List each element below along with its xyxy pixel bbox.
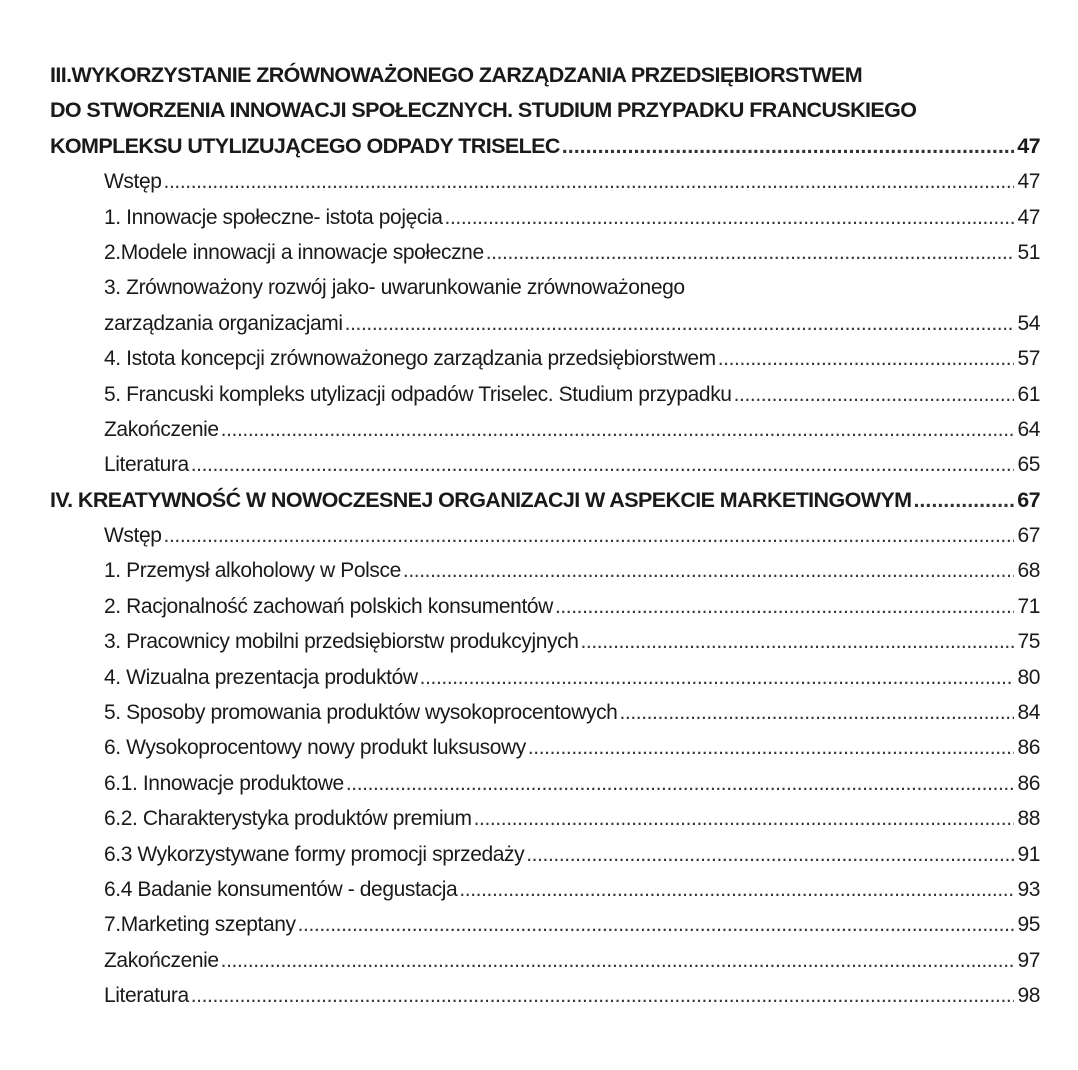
toc-leader-dots bbox=[459, 872, 1014, 907]
toc-page-number: 54 bbox=[1017, 311, 1040, 335]
toc-leader-dots bbox=[718, 341, 1014, 376]
toc-leader-dots bbox=[562, 129, 1014, 164]
toc-chapter-title: IV. KREATYWNOŚĆ W NOWOCZESNEJ ORGANIZACJI W ASPEKCIE MARKETINGOWYM bbox=[50, 487, 912, 512]
toc-page-number: 91 bbox=[1017, 842, 1040, 866]
toc-page-number: 93 bbox=[1017, 877, 1040, 901]
toc-entry-title: Literatura bbox=[104, 984, 189, 1008]
toc-leader-dots bbox=[345, 306, 1014, 341]
toc-entry-title: 7.Marketing szeptany bbox=[104, 913, 296, 937]
toc-entry-title: 6.4 Badanie konsumentów - degustacja bbox=[104, 877, 458, 901]
toc-page-number: 47 bbox=[1017, 205, 1040, 229]
toc-leader-dots bbox=[580, 624, 1014, 659]
toc-chapter-line bbox=[50, 483, 1040, 518]
toc-leader-dots bbox=[420, 660, 1014, 695]
toc-entry-line bbox=[50, 377, 1040, 412]
toc-page-number: 80 bbox=[1017, 665, 1040, 689]
toc-entry-line bbox=[50, 837, 1040, 872]
toc-leader-dots bbox=[346, 766, 1014, 801]
toc-chapter-title: III.WYKORZYSTANIE ZRÓWNOWAŻONEGO ZARZĄDZANIA PRZEDSIĘBIORSTWEM bbox=[50, 63, 863, 87]
toc-page-number: 67 bbox=[1017, 487, 1040, 512]
toc-entry-title: zarządzania organizacjami bbox=[104, 311, 343, 335]
toc-entry-title: 2. Racjonalność zachowań polskich konsumentów bbox=[104, 594, 553, 618]
toc-leader-dots bbox=[486, 235, 1014, 270]
toc-leader-dots bbox=[164, 518, 1014, 553]
toc-chapter-line bbox=[50, 58, 1040, 93]
table-of-contents bbox=[50, 58, 1040, 1014]
toc-leader-dots bbox=[474, 801, 1014, 836]
toc-entry-title: Zakończenie bbox=[104, 417, 219, 441]
toc-entry-line bbox=[50, 695, 1040, 730]
toc-entry-line bbox=[50, 447, 1040, 482]
toc-leader-dots bbox=[191, 978, 1014, 1013]
toc-leader-dots bbox=[191, 447, 1014, 482]
toc-leader-dots bbox=[619, 695, 1014, 730]
toc-entry-title: 3. Pracownicy mobilni przedsiębiorstw produkcyjnych bbox=[104, 630, 579, 654]
toc-entry-title: 6. Wysokoprocentowy nowy produkt luksusowy bbox=[104, 736, 526, 760]
toc-entry-title: 1. Innowacje społeczne- istota pojęcia bbox=[104, 205, 443, 229]
toc-leader-dots bbox=[734, 377, 1014, 412]
toc-entry-line bbox=[50, 766, 1040, 801]
toc-page-number: 64 bbox=[1017, 417, 1040, 441]
toc-leader-dots bbox=[555, 589, 1014, 624]
toc-entry-line bbox=[50, 235, 1040, 270]
toc-leader-dots bbox=[221, 943, 1014, 978]
toc-leader-dots bbox=[298, 907, 1014, 942]
toc-entry-title: 4. Istota koncepcji zrównoważonego zarządzania przedsiębiorstwem bbox=[104, 347, 716, 371]
toc-chapter-line bbox=[50, 129, 1040, 164]
toc-page-number: 86 bbox=[1017, 771, 1040, 795]
toc-leader-dots bbox=[445, 200, 1014, 235]
toc-page-number: 51 bbox=[1017, 240, 1040, 264]
toc-page-number: 68 bbox=[1017, 559, 1040, 583]
toc-page-number: 61 bbox=[1017, 382, 1040, 406]
toc-entry-title: 4. Wizualna prezentacja produktów bbox=[104, 665, 418, 689]
toc-page-number: 98 bbox=[1017, 984, 1040, 1008]
toc-page-number: 88 bbox=[1017, 807, 1040, 831]
toc-page-number: 47 bbox=[1017, 170, 1040, 194]
toc-entry-title: Wstęp bbox=[104, 170, 162, 194]
toc-leader-dots bbox=[526, 837, 1014, 872]
toc-page-number: 84 bbox=[1017, 701, 1040, 725]
toc-leader-dots bbox=[164, 164, 1014, 199]
toc-entry-title: 2.Modele innowacji a innowacje społeczne bbox=[104, 240, 484, 264]
toc-leader-dots bbox=[221, 412, 1014, 447]
toc-page-number: 71 bbox=[1017, 594, 1040, 618]
toc-page-number: 75 bbox=[1017, 630, 1040, 654]
toc-entry-line bbox=[50, 730, 1040, 765]
toc-entry-line bbox=[50, 200, 1040, 235]
toc-chapter-title: DO STWORZENIA INNOWACJI SPOŁECZNYCH. STUDIUM PRZYPADKU FRANCUSKIEGO bbox=[50, 98, 917, 123]
toc-leader-dots bbox=[403, 553, 1014, 588]
toc-entry-line bbox=[50, 270, 1040, 305]
toc-entry-line bbox=[50, 907, 1040, 942]
toc-entry-line bbox=[50, 412, 1040, 447]
toc-page-number: 65 bbox=[1017, 453, 1040, 477]
toc-entry-title: 6.3 Wykorzystywane formy promocji sprzedaży bbox=[104, 842, 525, 866]
toc-leader-dots bbox=[913, 483, 1014, 518]
toc-entry-line bbox=[50, 306, 1040, 341]
toc-entry-title: Literatura bbox=[104, 453, 189, 477]
toc-page-number: 47 bbox=[1017, 133, 1040, 158]
toc-entry-line bbox=[50, 589, 1040, 624]
toc-entry-line bbox=[50, 660, 1040, 695]
toc-entry-title: 6.2. Charakterystyka produktów premium bbox=[104, 807, 472, 831]
toc-entry-title: 1. Przemysł alkoholowy w Polsce bbox=[104, 559, 401, 583]
toc-entry-title: Zakończenie bbox=[104, 948, 219, 972]
toc-entry-line bbox=[50, 518, 1040, 553]
toc-leader-dots bbox=[528, 730, 1014, 765]
toc-entry-line bbox=[50, 978, 1040, 1013]
toc-entry-line bbox=[50, 553, 1040, 588]
toc-entry-title: Wstęp bbox=[104, 524, 162, 548]
toc-entry-line bbox=[50, 943, 1040, 978]
toc-page-number: 67 bbox=[1017, 524, 1040, 548]
toc-entry-title: 5. Sposoby promowania produktów wysokoprocentowych bbox=[104, 701, 618, 725]
toc-entry-title: 3. Zrównoważony rozwój jako- uwarunkowanie zrównoważonego bbox=[104, 276, 685, 300]
toc-entry-line bbox=[50, 872, 1040, 907]
toc-page-number: 97 bbox=[1017, 948, 1040, 972]
toc-entry-line bbox=[50, 164, 1040, 199]
toc-entry-title: 6.1. Innowacje produktowe bbox=[104, 771, 344, 795]
toc-entry-title: 5. Francuski kompleks utylizacji odpadów Triselec. Studium przypadku bbox=[104, 382, 732, 406]
toc-entry-line bbox=[50, 341, 1040, 376]
toc-entry-line bbox=[50, 624, 1040, 659]
toc-chapter-line bbox=[50, 93, 1040, 128]
toc-page-number: 57 bbox=[1017, 347, 1040, 371]
toc-page-number: 95 bbox=[1017, 913, 1040, 937]
toc-chapter-title: KOMPLEKSU UTYLIZUJĄCEGO ODPADY TRISELEC bbox=[50, 133, 560, 158]
toc-page-number: 86 bbox=[1017, 736, 1040, 760]
toc-entry-line bbox=[50, 801, 1040, 836]
